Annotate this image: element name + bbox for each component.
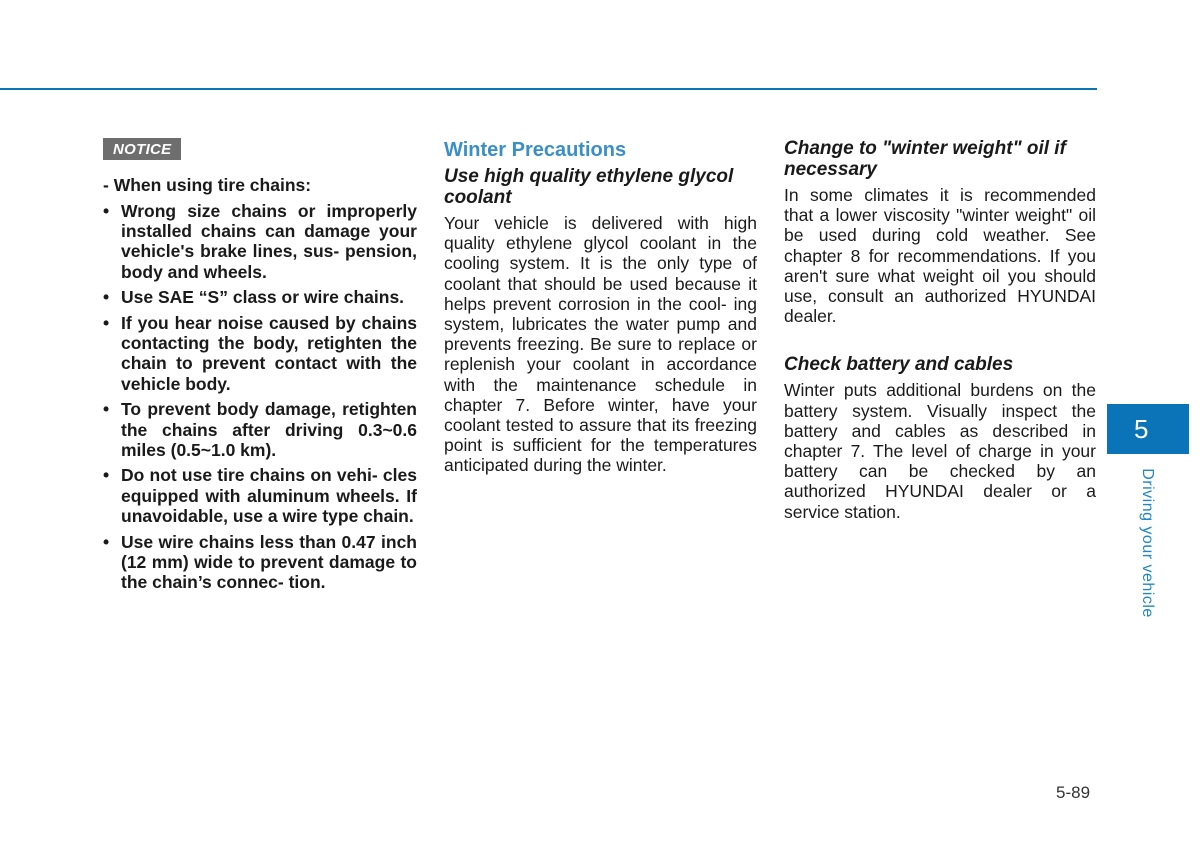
- battery-paragraph: Winter puts additional burdens on the battery system. Visually inspect the battery and cables as described in chapter 7. The level of charge in your battery can be checked by an authorized HYUNDAI dealer or a service station.: [784, 380, 1096, 522]
- notice-item: • If you hear noise caused by chains contacting the body, retighten the chain to prevent contact with the vehicle body.: [103, 313, 417, 394]
- winter-column: [444, 138, 757, 476]
- page-number: 5-89: [1056, 783, 1091, 802]
- battery-heading: Check battery and cables: [784, 354, 1014, 376]
- notice-item: • Use SAE “S” class or wire chains.: [103, 287, 417, 307]
- section-title: Winter Precautions: [444, 139, 627, 161]
- oil-battery-column: [784, 138, 1096, 522]
- notice-item: • Do not use tire chains on vehi- cles equipped with aluminum wheels. If unavoidable, use a wire type chain.: [103, 465, 417, 526]
- oil-paragraph: In some climates it is recommended that a lower viscosity "winter weight" oil be used during cold weather. See chapter 8 for recommendations. If you aren't sure what weight oil you should use, consult an authorized HYUNDAI dealer.: [784, 185, 1096, 327]
- notice-badge: NOTICE: [103, 138, 181, 160]
- notice-intro: - When using tire chains:: [103, 175, 312, 195]
- oil-heading: Change to "winter weight" oil if necessary: [784, 138, 1066, 180]
- notice-list: [103, 201, 417, 592]
- top-rule: [0, 88, 1097, 90]
- coolant-heading: Use high quality ethylene glycol coolant: [444, 166, 734, 208]
- notice-item: • Wrong size chains or improperly installed chains can damage your vehicle's brake lines, sus- pension, body and wheels.: [103, 201, 417, 282]
- spacer: [784, 326, 1096, 354]
- notice-column: [103, 138, 417, 598]
- coolant-paragraph: Your vehicle is delivered with high quality ethylene glycol coolant in the cooling system. It is the only type of coolant that should be used because it helps prevent corrosion in the cool- ing system, lubricates the water pump and prevents freezing. Be sure to replace or replenish your coolant in accordance with the maintenance schedule in chapter 7. Before winter, have your coolant tested to assure that its freezing point is sufficient for the temperatures anticipated during the winter.: [444, 213, 757, 476]
- chapter-tab: [1107, 404, 1189, 454]
- notice-item: • To prevent body damage, retighten the chains after driving 0.3~0.6 miles (0.5~1.0 km).: [103, 399, 417, 460]
- chapter-title: Driving your vehicle: [1139, 468, 1156, 618]
- notice-item: • Use wire chains less than 0.47 inch (12 mm) wide to prevent damage to the chain’s connec- tion.: [103, 532, 417, 593]
- chapter-number: 5: [1134, 413, 1149, 444]
